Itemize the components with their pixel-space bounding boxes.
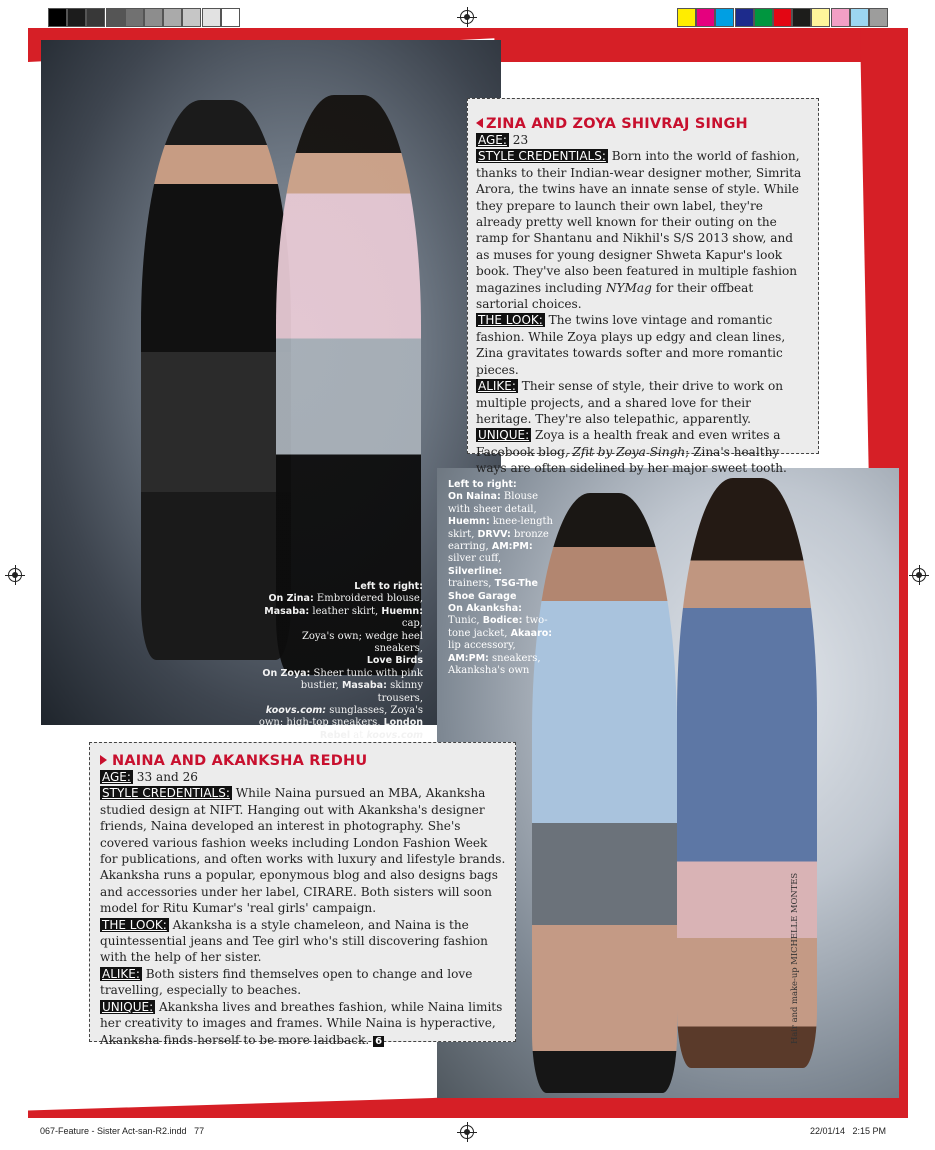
triangle-right-icon bbox=[100, 755, 107, 765]
process-swatch bbox=[735, 8, 754, 27]
grey-swatch bbox=[48, 8, 67, 27]
alike-label: ALIKE: bbox=[478, 379, 516, 394]
registration-mark-icon bbox=[912, 568, 926, 582]
naina-akanksha-caption: Left to right: On Naina: Blouse with sheer detail, Huemn: knee-length skirt, DRVV: bronze earring, AM:PM: silver cuff, Silverline: trainers, TSG-The Shoe Garage On Akanksha: Tunic, Bodice: two- tone jacket, Akaaro: lip accessory, AM:PM: sneakers, Akanksha's own bbox=[448, 479, 553, 677]
the-look-label: THE LOOK: bbox=[102, 917, 167, 932]
unique-para: UNIQUE: Zoya is a health freak and even writes a Facebook blog, Zfit by Zoya Singh; Zina's healthy ways are often sidelined by her major sweet tooth. bbox=[476, 428, 787, 476]
zina-zoya-text-box bbox=[467, 98, 819, 476]
process-swatch bbox=[850, 8, 869, 27]
age-line: AGE: 33 and 26 bbox=[102, 770, 198, 784]
zina-figure bbox=[141, 100, 291, 660]
age-label: AGE: bbox=[102, 770, 131, 784]
naina-akanksha-text-box bbox=[89, 742, 516, 1047]
footer-timestamp: 22/01/14 2:15 PM bbox=[810, 1126, 887, 1136]
registration-mark-icon bbox=[460, 1125, 474, 1139]
section-heading: ZINA AND ZOYA SHIVRAJ SINGH bbox=[476, 116, 809, 132]
alike-label: ALIKE: bbox=[102, 966, 140, 981]
style-credentials-para: STYLE CREDENTIALS: While Naina pursued an MBA, Akanksha studied design at NIFT. Hanging out with Akanksha's designer friends, Naina developed an interest in photography. She's covered various fashion weeks including London Fashion Week for publications, and often works with luxury and lifestyle brands. Akanksha runs a popular, eponymous blog and also designs bags and accessories under her label, CIRARE. Both sisters will soon model for Ritu Kumar's 'real girls' campaign. bbox=[100, 786, 506, 916]
zina-zoya-caption: Left to right: On Zina: Embroidered blouse, Masaba: leather skirt, Huemn: cap, Zoya's own; wedge heel sneakers, Love Birds On Zoya: Sheer tunic with pink bustier, Masaba: skinny trousers, koovs.com: sunglasses, Zoya's own; high-top sneakers, London Rebel at koovs.com bbox=[258, 581, 423, 741]
process-swatch bbox=[773, 8, 792, 27]
grey-swatch bbox=[67, 8, 86, 27]
process-swatch bbox=[811, 8, 830, 27]
process-swatch bbox=[869, 8, 888, 27]
grey-swatch bbox=[144, 8, 163, 27]
grey-swatch bbox=[221, 8, 240, 27]
process-swatch bbox=[715, 8, 734, 27]
grey-swatch bbox=[86, 8, 105, 27]
style-credentials-para: STYLE CREDENTIALS: Born into the world of fashion, thanks to their Indian-wear designer mother, Simrita Arora, the twins have an innate sense of style. While they prepare to launch their own label, they're already pretty well known for their outing on the ramp for Shantanu and Nikhil's S/S 2013 show, and as muses for young designer Shweta Kapur's look book. They've also been featured in multiple fashion magazines including NYMag for their offbeat sartorial choices. bbox=[476, 149, 802, 312]
process-swatch bbox=[831, 8, 850, 27]
style-credentials-label: STYLE CREDENTIALS: bbox=[102, 786, 230, 801]
alike-para: ALIKE: Their sense of style, their drive to work on multiple projects, and a shared love for their heritage. They're also telepathic, apparently. bbox=[476, 379, 784, 426]
triangle-left-icon bbox=[476, 118, 483, 128]
age-line: AGE: 23 bbox=[478, 133, 529, 147]
end-mark: 6 bbox=[375, 1035, 383, 1047]
grey-swatch bbox=[163, 8, 182, 27]
alike-para: ALIKE: Both sisters find themselves open to change and love travelling, especially to beaches. bbox=[100, 966, 473, 998]
registration-mark-icon bbox=[460, 10, 474, 24]
section-heading: NAINA AND AKANKSHA REDHU bbox=[100, 753, 507, 769]
grey-swatch bbox=[182, 8, 201, 27]
registration-mark-icon bbox=[8, 568, 22, 582]
the-look-para: THE LOOK: The twins love vintage and romantic fashion. While Zoya plays up edgy and clean lines, Zina gravitates towards softer and more romantic pieces. bbox=[476, 313, 786, 377]
grey-swatch bbox=[106, 8, 125, 27]
age-label: AGE: bbox=[478, 133, 507, 147]
process-swatch bbox=[696, 8, 715, 27]
photo-credit: Hair and make-up MICHELLE MONTES bbox=[789, 872, 799, 1044]
process-swatch bbox=[792, 8, 811, 27]
process-swatch bbox=[677, 8, 696, 27]
grey-swatch bbox=[202, 8, 221, 27]
the-look-para: THE LOOK: Akanksha is a style chameleon, and Naina is the quintessential jeans and Tee girl who's still discovering fashion with the help of her sister. bbox=[100, 917, 488, 965]
the-look-label: THE LOOK: bbox=[478, 313, 543, 328]
grey-swatch bbox=[125, 8, 144, 27]
footer-file-slug: 067-Feature - Sister Act-san-R2.indd 77 bbox=[40, 1126, 205, 1136]
unique-label: UNIQUE: bbox=[478, 428, 530, 443]
style-credentials-label: STYLE CREDENTIALS: bbox=[478, 149, 606, 164]
process-swatch bbox=[754, 8, 773, 27]
unique-para: UNIQUE: Akanksha lives and breathes fashion, while Naina limits her creativity to images and frames. While Naina is hyperactive, Akanksha finds herself to be more laidback. 6 bbox=[100, 999, 503, 1047]
unique-label: UNIQUE: bbox=[102, 999, 154, 1014]
